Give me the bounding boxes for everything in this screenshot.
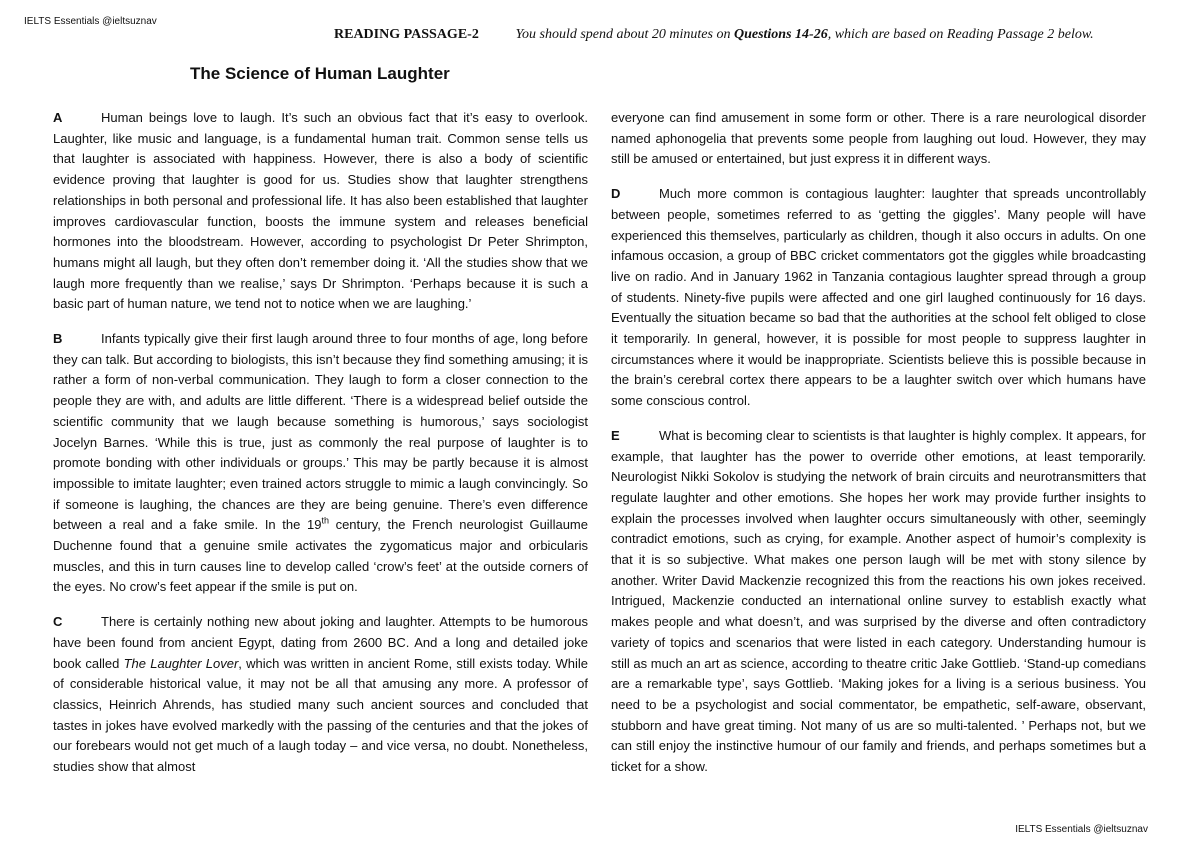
book-title: The Laughter Lover <box>123 655 239 671</box>
brand-watermark-top: IELTS Essentials @ieltsuznav <box>24 16 157 27</box>
paragraph-letter: D <box>611 186 621 202</box>
paragraph-letter: A <box>53 110 63 125</box>
right-column <box>611 108 1146 792</box>
superscript: th <box>321 516 329 527</box>
instructions-post: , which are based on Reading Passage 2 below. <box>827 27 1094 42</box>
passage-header <box>334 27 1094 43</box>
paragraph-b <box>53 329 588 598</box>
paragraph-text-cont: , which was written in ancient Rome, still exists today. While of considerable historical value, it may not be all that amusing any more. A professor of classics, Heinrich Ahrends, has studied many such ancient sources and concluded that tastes in jokes have evolved markedly with the passing of the centuries and that the jokes of our forebears would not get much of a laugh today – and vice versa, no doubt. Nonetheless, studies show that almost <box>53 655 588 775</box>
paragraph-text-cont: century, the French neurologist Guillaume Duchenne found that a genuine smile activates the zygomaticus major and orbicularis muscles, and this in turn causes line to develop called ‘crow’s feet’ at the outside corners of the eyes. No crow’s feet appear if the smile is put on. <box>53 517 588 595</box>
paragraph-letter: E <box>611 427 620 443</box>
left-column <box>53 108 588 792</box>
paragraph-a <box>53 108 588 315</box>
paragraph-letter: C <box>53 614 63 630</box>
instructions-questions: Questions 14-26 <box>733 27 828 42</box>
paragraph-text: There is certainly nothing new about joking and laughter. Attempts to be humorous have been found from ancient Egypt, dating from 2600 BC. And a long and detailed joke book called <box>53 614 588 671</box>
paragraph-letter: B <box>53 331 63 347</box>
paragraph-text: Infants typically give their first laugh around three to four months of age, long before they can talk. But according to biologists, this isn’t because they find something amusing; it is rather a form of non-verbal communication. They laugh to form a closer connection to the people they are with, and adults are little different. ‘There is a widespread belief outside the scientific community that we laugh because something is humorous,’ says sociologist Jocelyn Barnes. ‘While this is true, just as commonly the real purpose of laughter is to promote bonding with other individuals or groups.’ This may be partly because it is almost impossible to imitate laughter; even trained actors struggle to mimic a laugh convincingly. So if someone is laughing, the chances are they are being genuine. There’s even difference between a real and a fake smile. In the 19 <box>53 331 588 533</box>
paragraph-c <box>53 612 588 778</box>
instructions-pre: You should spend about 20 minutes on <box>515 27 734 42</box>
paragraph-text: Human beings love to laugh. It’s such an obvious fact that it’s easy to overlook. Laughter, like music and language, is a fundamental human trait. Common sense tells us that laughter is associated with happiness. However, there is also a body of scientific evidence proving that laughter is good for us. Studies show that laughter strengthens relationships in both personal and professional life. It has also been established that laughter improves cardiovascular function, boosts the immune system and releases beneficial hormones into the bloodstream. However, according to psychologist Dr Peter Shrimpton, humans might all laugh, but they often don’t remember doing it. ‘All the studies show that we laugh more frequently than we realise,’ says Dr Shrimpton. ‘Perhaps because it is such a basic part of human nature, we tend not to notice when we are laughing.’ <box>53 110 588 312</box>
paragraph-text: What is becoming clear to scientists is that laughter is highly complex. It appears, for example, that laughter has the power to override other emotions, at least temporarily. Neurologist Nikki Sokolov is studying the network of brain circuits and neurotransmitters that regulate laughter and other emotions. She hopes her work may provide further insights to explain the processes involved when laughter occurs simultaneously with other, seemingly contradict emotions, such as crying, for example. Another aspect of humoir’s complexity is that it is so subjective. What makes one person laugh will be met with stony silence by another. Writer David Mackenzie recognized this from the reactions his own jokes received. Intrigued, Mackenzie conducted an international online survey to establish exactly what makes people and what doesn’t, and was surprised by the diverse and often contradictory variety of topics and scenarios that were listed in each category. Understanding humour is still as much an art as science, according to theatre critic Jake Gottlieb. ‘Stand-up comedians are a remarkable type’, says Gottlieb. ‘Making jokes for a living is a serious business. You need to be a psychologist and social commentator, be empathetic, self-aware, observant, stubborn and have great timing. Not many of us are so multi-talented. ’ Perhaps not, but we can still enjoy the instinctive humour of our family and friends, and perhaps sometimes but a ticket for a show. <box>611 427 1146 775</box>
paragraph-text: Much more common is contagious laughter: laughter that spreads uncontrollably between people, sometimes referred to as ‘getting the giggles’. Many people will have experienced this themselves, particularly as children, though it also occurs in adults. On one infamous occasion, a group of BBC cricket commentators got the giggles while broadcasting live on radio. And in January 1962 in Tanzania contagious laughter spread through a group of students. Ninety-five pupils were affected and one girl laughed continuously for 16 days. Eventually the situation became so bad that the authorities at the school felt obliged to close it temporarily. In general, however, it is possible for most people to suppress laughter in circumstances where it would be inappropriate. Scientists believe this is possible because in the brain’s cerebral cortex there appears to be a laughter switch over which humans have some conscious control. <box>611 186 1146 409</box>
paragraph-e <box>611 426 1146 778</box>
paragraph-d <box>611 184 1146 412</box>
brand-watermark-bottom: IELTS Essentials @ieltsuznav <box>1015 824 1148 835</box>
instructions <box>516 27 1094 42</box>
article-title: The Science of Human Laughter <box>190 64 450 83</box>
passage-label: READING PASSAGE-2 <box>334 27 479 42</box>
paragraph-c-continued: everyone can find amusement in some form or other. There is a rare neurological disorder named aphonogelia that prevents some people from laughing out loud. However, they may still be amused or entertained, but just express it in different ways. <box>611 110 1146 167</box>
